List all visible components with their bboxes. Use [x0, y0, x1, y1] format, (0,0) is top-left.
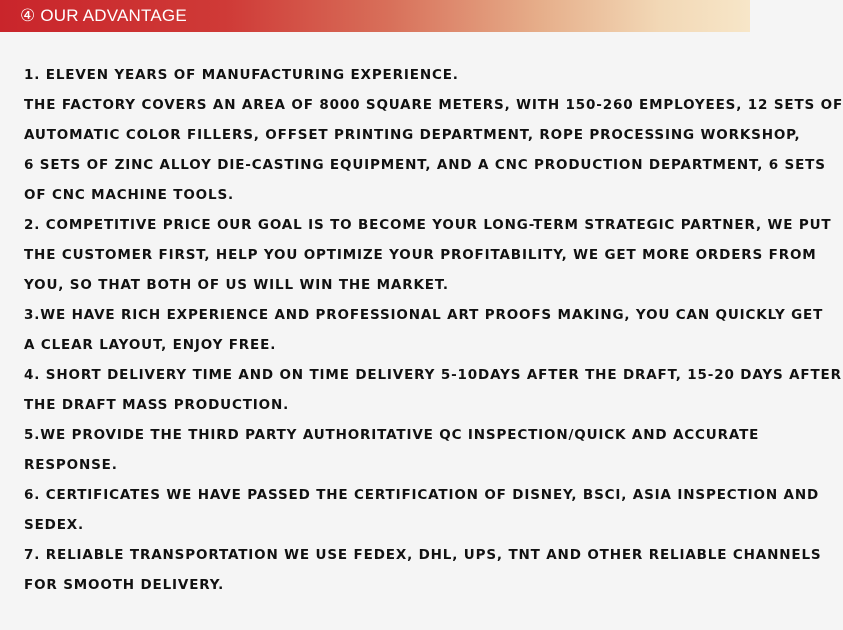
text-line: 7. RELIABLE TRANSPORTATION WE USE FEDEX, DHL, UPS, TNT AND OTHER RELIABLE CHANNELS — [24, 547, 822, 563]
text-line: 6 SETS OF ZINC ALLOY DIE-CASTING EQUIPMENT, AND A CNC PRODUCTION DEPARTMENT, 6 SETS — [24, 157, 826, 173]
text-line: SEDEX. — [24, 517, 85, 533]
text-line: 5.WE PROVIDE THE THIRD PARTY AUTHORITATIVE QC INSPECTION/QUICK AND ACCURATE — [24, 427, 760, 443]
text-line: 1. ELEVEN YEARS OF MANUFACTURING EXPERIENCE. — [24, 67, 459, 83]
advantage-text-block — [24, 60, 843, 600]
section-header-bar — [0, 0, 750, 32]
text-line: A CLEAR LAYOUT, ENJOY FREE. — [24, 337, 277, 353]
text-line: YOU, SO THAT BOTH OF US WILL WIN THE MARKET. — [24, 277, 449, 293]
text-line: THE CUSTOMER FIRST, HELP YOU OPTIMIZE YOUR PROFITABILITY, WE GET MORE ORDERS FROM — [24, 247, 817, 263]
text-line: RESPONSE. — [24, 457, 118, 473]
text-line: FOR SMOOTH DELIVERY. — [24, 577, 225, 593]
text-line: 4. SHORT DELIVERY TIME AND ON TIME DELIVERY 5-10DAYS AFTER THE DRAFT, 15-20 DAYS AFTER — [24, 367, 842, 383]
text-line: 2. COMPETITIVE PRICE OUR GOAL IS TO BECOME YOUR LONG-TERM STRATEGIC PARTNER, WE PUT — [24, 217, 832, 233]
text-line: AUTOMATIC COLOR FILLERS, OFFSET PRINTING DEPARTMENT, ROPE PROCESSING WORKSHOP, — [24, 127, 801, 143]
text-line: 3.WE HAVE RICH EXPERIENCE AND PROFESSIONAL ART PROOFS MAKING, YOU CAN QUICKLY GET — [24, 307, 824, 323]
text-line: THE FACTORY COVERS AN AREA OF 8000 SQUARE METERS, WITH 150-260 EMPLOYEES, 12 SETS OF — [24, 97, 843, 113]
text-line: OF CNC MACHINE TOOLS. — [24, 187, 235, 203]
text-line: THE DRAFT MASS PRODUCTION. — [24, 397, 290, 413]
section-title: ④ OUR ADVANTAGE — [20, 6, 187, 25]
text-line: 6. CERTIFICATES WE HAVE PASSED THE CERTIFICATION OF DISNEY, BSCI, ASIA INSPECTION AND — [24, 487, 820, 503]
